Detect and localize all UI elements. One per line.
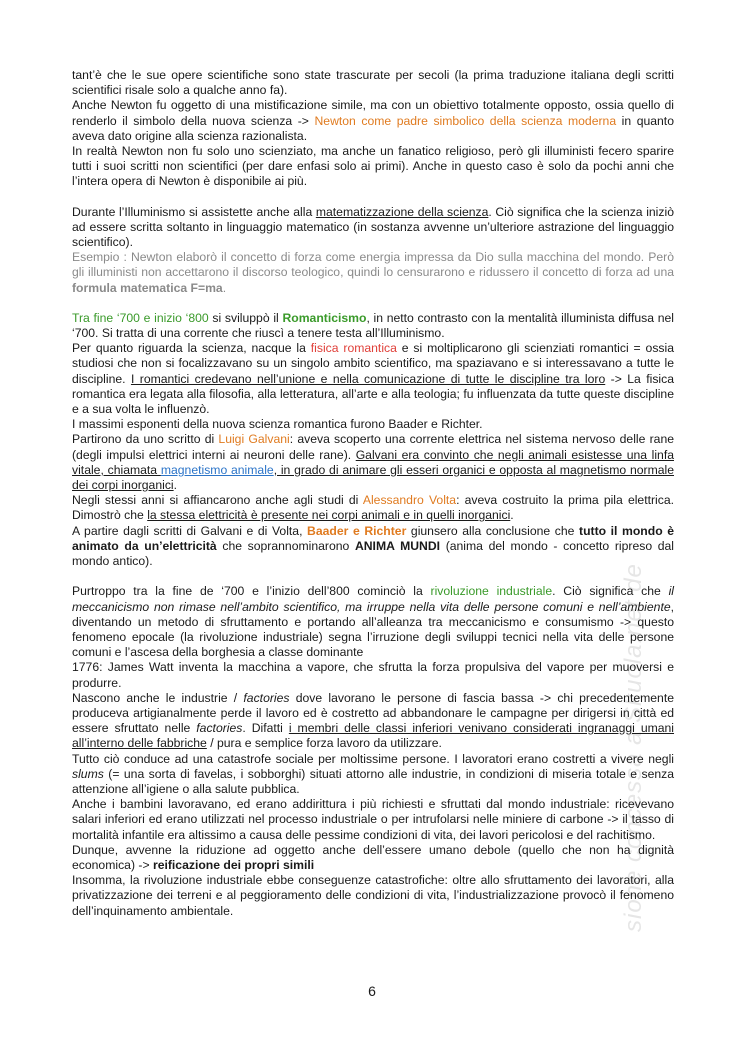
text: giunsero alla conclusione che xyxy=(406,523,580,538)
underline-galvani-end: , in grado di animare gli esseri organici e opposta al magnetismo normale dei corpi inorganici xyxy=(72,462,674,493)
paragraph-newton-religioso xyxy=(72,144,674,190)
highlight-rivoluzione: rivoluzione industriale xyxy=(430,584,553,599)
text: Anche i bambini lavoravano, ed erano addirittura i più richiesti e sfruttati dal mondo industriale: ricevevano salari inferiori ed erano utilizzati nel processo industriale o per intrufolarsi nelle miniere di carbone -> il tasso di mortalità infantile era altissimo a causa delle pessime condizioni di vita, dei lavori pericolosi e del rachitismo. xyxy=(72,797,674,842)
text: e si moltiplicarono gli scienziati romantici = ossia studiosi che non si focalizzavano su un singolo ambito scientifico, ma spaziavano e si interessavano a tutte le discipline. xyxy=(72,341,674,386)
paragraph-watt xyxy=(72,660,674,690)
highlight-galvani: Luigi Galvani xyxy=(218,432,290,447)
paragraph-galvani xyxy=(72,432,674,493)
text: . xyxy=(222,280,227,295)
text: si sviluppò il xyxy=(208,310,283,325)
text: A partire dagli scritti di Galvani e di Volta, xyxy=(72,523,308,538)
text: -> La fisica romantica era legata alla filosofia, alla letteratura, all’arte e alla teologia; fu influenzata da tutte queste discipline e a sua volta le influenzò. xyxy=(72,371,675,417)
paragraph-factories xyxy=(72,691,674,752)
text: . Difatti xyxy=(242,721,289,736)
spacer xyxy=(72,569,674,584)
text: / pura e semplice forza lavoro da utilizzare. xyxy=(206,736,442,751)
underline-ingranaggi: i membri delle classi inferiori venivano considerati ingranaggi umani all’interno delle fabbriche xyxy=(72,721,675,751)
text: . Ciò significa che la scienza iniziò ad essere scritta soltanto in linguaggio matematico (in sostanza avvenne un’ulteriore astrazione del linguaggio scientifico). xyxy=(72,204,674,250)
highlight-baader-richter: Baader e Richter xyxy=(307,523,407,538)
paragraph-fisica-romantica xyxy=(72,341,674,417)
text: Durante l’Illuminismo si assistette anche alla xyxy=(72,204,316,219)
paragraph-volta xyxy=(72,493,674,523)
text: Nascono anche le industrie / xyxy=(72,690,244,705)
text: (= una sorta di favelas, i sobborghi) situati attorno alle industrie, in condizioni di miseria totale e senza attenzione all’igiene o alla salute pubblica. xyxy=(72,766,674,796)
paragraph-rivoluzione-industriale xyxy=(72,584,674,660)
highlight-fisica-romantica: fisica romantica xyxy=(310,341,397,356)
highlight-volta: Alessandro Volta xyxy=(362,493,457,508)
document-body xyxy=(72,68,674,919)
spacer xyxy=(72,296,674,311)
watermark-text: sione concessa a Skuola.net de xyxy=(620,563,647,932)
underline-matematizzazione: matematizzazione della scienza xyxy=(315,204,489,219)
paragraph-romanticismo xyxy=(72,311,674,341)
text: : aveva scoperto una corrente elettrica nel sistema nervoso delle rane (degli impulsi elettrici interni ai neuroni delle rane). xyxy=(72,432,674,462)
italic-factories: factories xyxy=(243,690,290,705)
text: . Ciò significa che xyxy=(552,584,669,599)
paragraph-esempio xyxy=(72,250,674,296)
bold-formula: formula matematica F=ma xyxy=(72,280,223,295)
text: I massimi esponenti della nuova scienza romantica furono Baader e Richter. xyxy=(72,417,483,432)
highlight-magnetismo: magnetismo animale xyxy=(160,462,274,477)
highlight-romanticismo: Romanticismo xyxy=(282,310,367,325)
text: (anima del mondo - concetto ripreso dal mondo antico). xyxy=(72,538,675,569)
italic-slums: slums xyxy=(72,766,104,781)
text: Insomma, la rivoluzione industriale ebbe conseguenze catastrofiche: oltre allo sfruttamento dei lavoratori, alla privatizzazione dei terreni e al peggioramento delle condizioni di vita, l’industrializzazione provocò il fenomeno dell’inquinamento ambientale. xyxy=(72,873,674,918)
text: Per quanto riguarda la scienza, nacque la xyxy=(72,341,311,356)
text: Negli stessi anni si affiancarono anche agli studi di xyxy=(72,493,363,508)
text: dove lavorano le persone di fascia bassa -> chi precedentemente produceva artigianalmente perde il lavoro ed è costretto ad abbandonare le campagne per dirigersi in città ed essere sfruttato nelle xyxy=(72,690,674,736)
text: : aveva costruito la prima pila elettrica. Dimostrò che xyxy=(72,493,675,523)
page-number: 6 xyxy=(368,983,376,999)
text: Purtroppo tra la fine de ‘700 e l’inizio dell’800 cominciò la xyxy=(72,584,431,599)
text: Anche Newton fu oggetto di una mistificazione simile, ma con un obiettivo totalmente opposto, ossia quello di renderlo il simbolo della nuova scienza -> xyxy=(72,98,674,128)
text: . xyxy=(173,478,178,493)
paragraph-anima-mundi xyxy=(72,524,674,570)
paragraph-esponenti xyxy=(72,417,674,432)
highlight-date: Tra fine ‘700 e inizio ‘800 xyxy=(72,310,209,325)
underline-romantici: I romantici credevano nell’unione e nella comunicazione di tutte le discipline tra loro xyxy=(130,371,606,386)
italic-meccanicismo: il meccanicismo non rimase nell’ambito scientifico, ma irruppe nella vita delle persone comuni e nell’ambiente xyxy=(72,584,674,614)
text: 1776: James Watt inventa la macchina a vapore, che sfrutta la forza propulsiva del vapore per muoversi e produrre. xyxy=(72,660,674,690)
italic-factories: factories xyxy=(196,721,243,736)
paragraph-conseguenze xyxy=(72,873,674,919)
paragraph-newton-scritti xyxy=(72,68,674,98)
paragraph-reificazione xyxy=(72,843,674,873)
text: , diventando un metodo di sfruttamento e portando all’alleanza tra meccanicismo e consumismo -> questo fenomeno epocale (la rivoluzione industriale) segna l’irruzione degli sviluppi tecnici nella vita delle persone comuni e l’ascesa della borghesia a classe dominante xyxy=(72,599,674,660)
underline-galvani: Galvani era convinto che negli animali esistesse una linfa vitale, chiamata xyxy=(72,447,674,477)
text: Partirono da uno scritto di xyxy=(72,432,219,447)
text: che soprannominarono xyxy=(216,538,355,553)
text: Esempio : Newton elaborò il concetto di forza come energia impressa da Dio sulla macchina del mondo. Però gli illuministi non accettarono il discorso teologico, quindi lo censurarono e ridussero il concetto di forza ad una xyxy=(72,250,674,280)
text: tant’è che le sue opere scientifiche sono state trascurate per secoli (la prima traduzione italiana degli scritti scientifici risale solo a qualche anno fa). xyxy=(72,68,674,98)
text: . xyxy=(510,508,514,523)
bold-reificazione: reificazione dei propri simili xyxy=(152,857,315,872)
spacer xyxy=(72,190,674,205)
paragraph-bambini xyxy=(72,797,674,843)
underline-elettricita: la stessa elettricità è presente nei corpi animali e in quelli inorganici xyxy=(147,508,511,523)
bold-mondo-animato: tutto il mondo è animato da un’elettricità xyxy=(72,523,675,553)
text: Dunque, avvenne la riduzione ad oggetto anche dell’essere umano debole (quello che non ha dignità economica) -> xyxy=(72,842,674,872)
text: in quanto aveva dato origine alla scienza razionalista. xyxy=(72,113,674,143)
paragraph-slums xyxy=(72,752,674,798)
text: In realtà Newton non fu solo uno scienziato, ma anche un fanatico religioso, però gli illuministi fecero sparire tutti i suoi scritti non scientifici (per dare enfasi solo ai primi). Anche in questo caso è solo da pochi anni che l’intera opera di Newton è disponibile ai più. xyxy=(72,144,674,189)
text: Tutto ciò conduce ad una catastrofe sociale per moltissime persone. I lavoratori erano costretti a vivere negli xyxy=(72,751,674,766)
text: , in netto contrasto con la mentalità illuminista diffusa nel ‘700. Si tratta di una corrente che riuscì a tenere testa all’Illuminismo. xyxy=(72,310,674,341)
paragraph-newton-mistificazione xyxy=(72,98,674,144)
paragraph-matematizzazione xyxy=(72,205,674,251)
bold-anima-mundi: ANIMA MUNDI xyxy=(354,538,441,553)
highlight-newton-padre: Newton come padre simbolico della scienza moderna xyxy=(314,113,617,128)
